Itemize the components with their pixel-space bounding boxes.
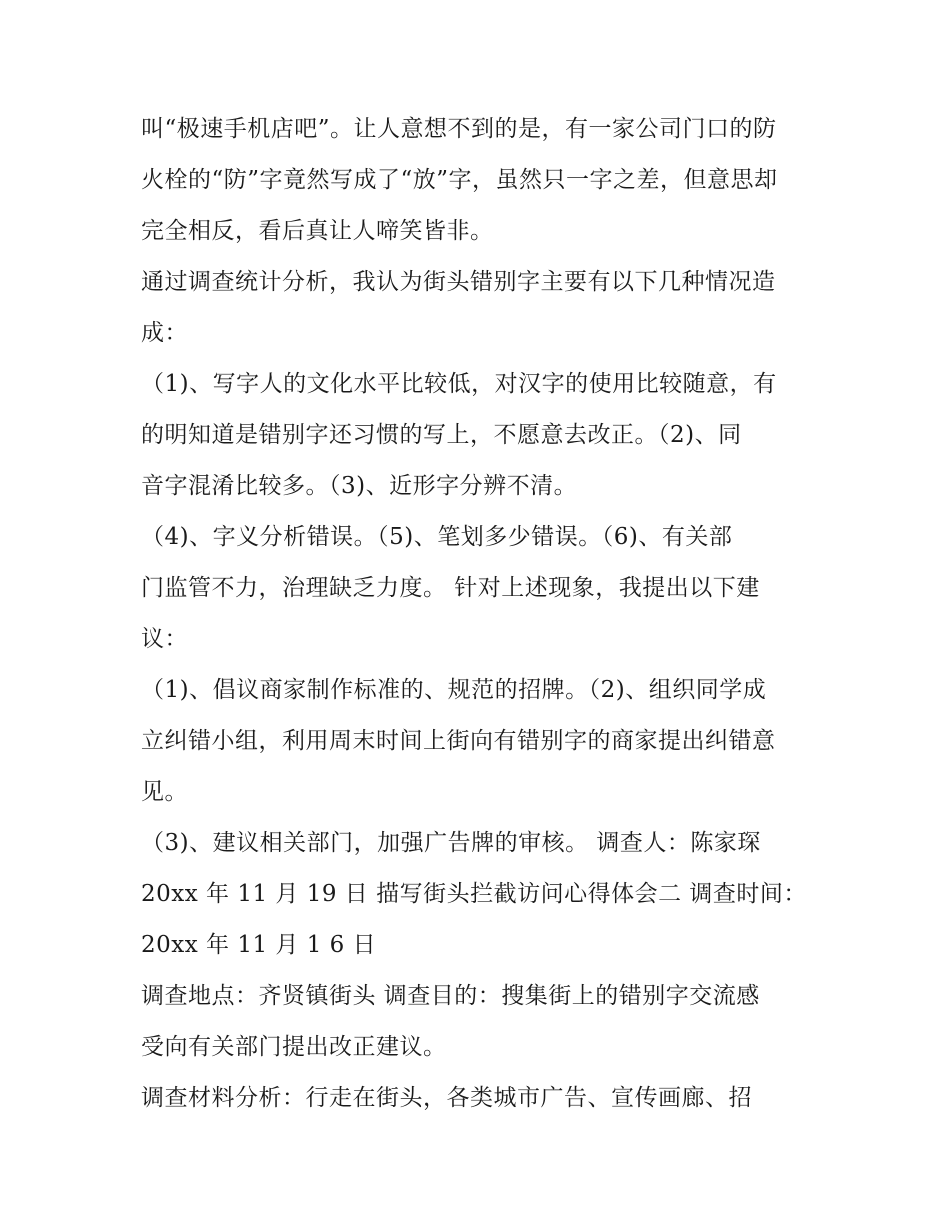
text-line: （1)、倡议商家制作标准的、规范的招牌。（2)、组织同学成 [141, 677, 767, 703]
text-line: 20xx 年 11 月 19 日 描写街头拦截访问心得体会二 调查时间： [141, 881, 807, 907]
text-line: （1)、写字人的文化水平比较低，对汉字的使用比较随意，有 [141, 371, 777, 397]
text-line: 议： [141, 626, 188, 652]
text-line: 调查材料分析：行走在街头，各类城市广告、宣传画廊、招 [141, 1085, 752, 1111]
text-line: 通过调查统计分析，我认为街头错别字主要有以下几种情况造 [141, 269, 776, 295]
text-line: 20xx 年 11 月 1 6 日 [141, 932, 377, 958]
text-line: 音字混淆比较多。（3)、近形字分辨不清。 [141, 473, 578, 499]
text-line: （3)、建议相关部门，加强广告牌的审核。 调查人：陈家琛 [141, 830, 761, 856]
text-line: （4)、字义分析错误。（5)、笔划多少错误。（6)、有关部 [141, 524, 733, 550]
text-line: 受向有关部门提出改正建议。 [141, 1034, 447, 1060]
text-line: 见。 [141, 779, 188, 805]
text-line: 调查地点：齐贤镇街头 调查目的：搜集街上的错别字交流感 [141, 983, 760, 1009]
text-line: 火栓的“防”字竟然写成了“放”字，虽然只一字之差，但意思却 [141, 167, 778, 193]
text-line: 的明知道是错别字还习惯的写上，不愿意去改正。（2)、同 [141, 422, 742, 448]
text-line: 叫“极速手机店吧”。让人意想不到的是，有一家公司门口的防 [141, 116, 777, 142]
text-line: 门监管不力，治理缺乏力度。 针对上述现象，我提出以下建 [141, 575, 760, 601]
text-line: 完全相反，看后真让人啼笑皆非。 [141, 218, 494, 244]
text-line: 立纠错小组，利用周末时间上街向有错别字的商家提出纠错意 [141, 728, 776, 754]
text-line: 成： [141, 320, 188, 346]
document-body [141, 104, 821, 1124]
